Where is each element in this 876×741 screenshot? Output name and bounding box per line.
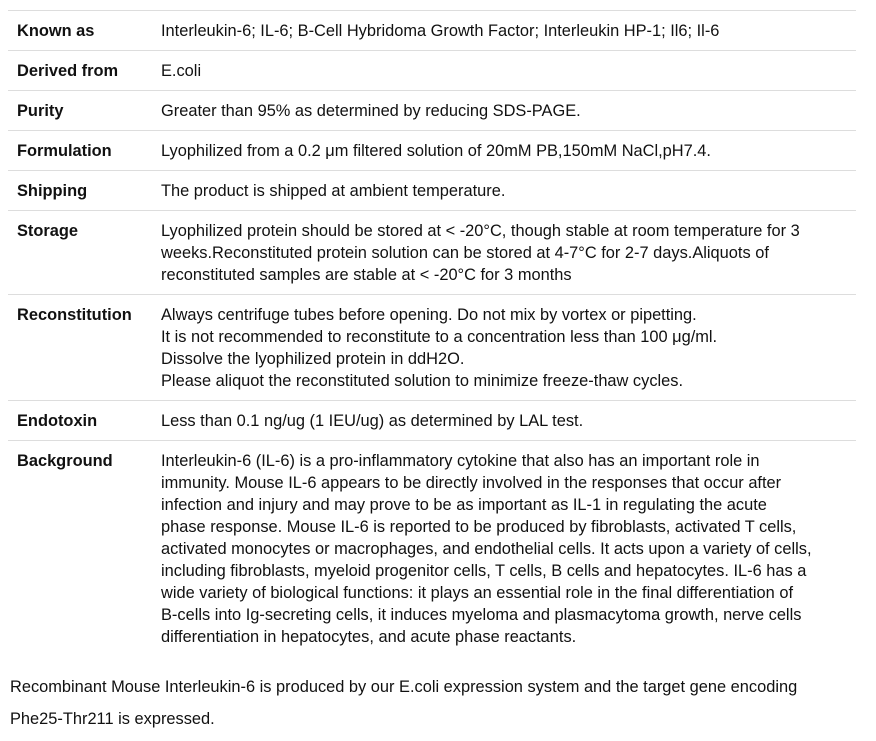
- spec-row-formulation: [8, 131, 856, 171]
- spec-value-line: activated monocytes or macrophages, and endothelial cells. It acts upon a variety of cells,: [161, 540, 812, 558]
- spec-row-background: [8, 441, 856, 657]
- spec-label: Derived from: [17, 62, 119, 80]
- spec-value-line: Please aliquot the reconstituted solution to minimize freeze-thaw cycles.: [161, 372, 684, 390]
- spec-row-storage: [8, 211, 856, 295]
- spec-value-line: reconstituted samples are stable at < -20°C for 3 months: [161, 266, 572, 284]
- spec-label: Reconstitution: [17, 306, 132, 324]
- spec-value-line: weeks.Reconstituted protein solution can be stored at 4-7°C for 2-7 days.Aliquots of: [161, 244, 769, 262]
- description-line: Recombinant Mouse Interleukin-6 is produced by our E.coli expression system and the target gene encoding: [10, 678, 798, 696]
- spec-value-line: phase response. Mouse IL-6 is reported to be produced by fibroblasts, activated T cells,: [161, 518, 797, 536]
- spec-value-line: Lyophilized from a 0.2 μm filtered solution of 20mM PB,150mM NaCl,pH7.4.: [161, 142, 711, 160]
- spec-value: [161, 211, 856, 295]
- spec-row-known-as: [8, 11, 856, 51]
- spec-value-line: Dissolve the lyophilized protein in ddH2O.: [161, 350, 465, 368]
- spec-value-line: Greater than 95% as determined by reducing SDS-PAGE.: [161, 102, 581, 120]
- spec-row-reconstitution: [8, 295, 856, 401]
- spec-value-line: Interleukin-6; IL-6; B-Cell Hybridoma Growth Factor; Interleukin HP-1; Il6; Il-6: [161, 22, 720, 40]
- spec-label: Endotoxin: [17, 412, 98, 430]
- spec-value-line: Less than 0.1 ng/ug (1 IEU/ug) as determined by LAL test.: [161, 412, 584, 430]
- spec-value-line: Interleukin-6 (IL-6) is a pro-inflammatory cytokine that also has an important role in: [161, 452, 760, 470]
- spec-row-derived-from: [8, 51, 856, 91]
- spec-value-line: E.coli: [161, 62, 202, 80]
- spec-value: [161, 401, 856, 441]
- product-spec-table: [8, 10, 856, 656]
- spec-row-purity: [8, 91, 856, 131]
- spec-value: [161, 295, 856, 401]
- spec-value-line: differentiation in hepatocytes, and acute phase reactants.: [161, 628, 577, 646]
- spec-value: [161, 91, 856, 131]
- spec-label: Formulation: [17, 142, 112, 160]
- spec-value-line: Always centrifuge tubes before opening. Do not mix by vortex or pipetting.: [161, 306, 697, 324]
- spec-value-line: The product is shipped at ambient temperature.: [161, 182, 506, 200]
- spec-row-shipping: [8, 171, 856, 211]
- spec-value-line: infection and injury and may prove to be as important as IL-1 in regulating the acute: [161, 496, 767, 514]
- spec-value: [161, 11, 856, 51]
- spec-label: Shipping: [17, 182, 88, 200]
- description-line: Phe25-Thr211 is expressed.: [10, 710, 215, 728]
- spec-value: [161, 51, 856, 91]
- spec-value-line: including fibroblasts, myeloid progenitor cells, T cells, B cells and hepatocytes. IL-6 has a: [161, 562, 807, 580]
- spec-value: [161, 441, 856, 657]
- product-description: [10, 671, 797, 735]
- spec-row-endotoxin: [8, 401, 856, 441]
- spec-label: Purity: [17, 102, 64, 120]
- spec-value-line: It is not recommended to reconstitute to a concentration less than 100 μg/ml.: [161, 328, 718, 346]
- spec-label: Storage: [17, 222, 79, 240]
- spec-value: [161, 131, 856, 171]
- spec-value-line: B-cells into Ig-secreting cells, it induces myeloma and plasmacytoma growth, nerve cells: [161, 606, 802, 624]
- spec-label: Known as: [17, 22, 95, 40]
- spec-label: Background: [17, 452, 113, 470]
- spec-value: [161, 171, 856, 211]
- spec-value-line: wide variety of biological functions: it plays an essential role in the final differentiation of: [161, 584, 794, 602]
- spec-value-line: Lyophilized protein should be stored at < -20°C, though stable at room temperature for 3: [161, 222, 800, 240]
- spec-value-line: immunity. Mouse IL-6 appears to be directly involved in the responses that occur after: [161, 474, 782, 492]
